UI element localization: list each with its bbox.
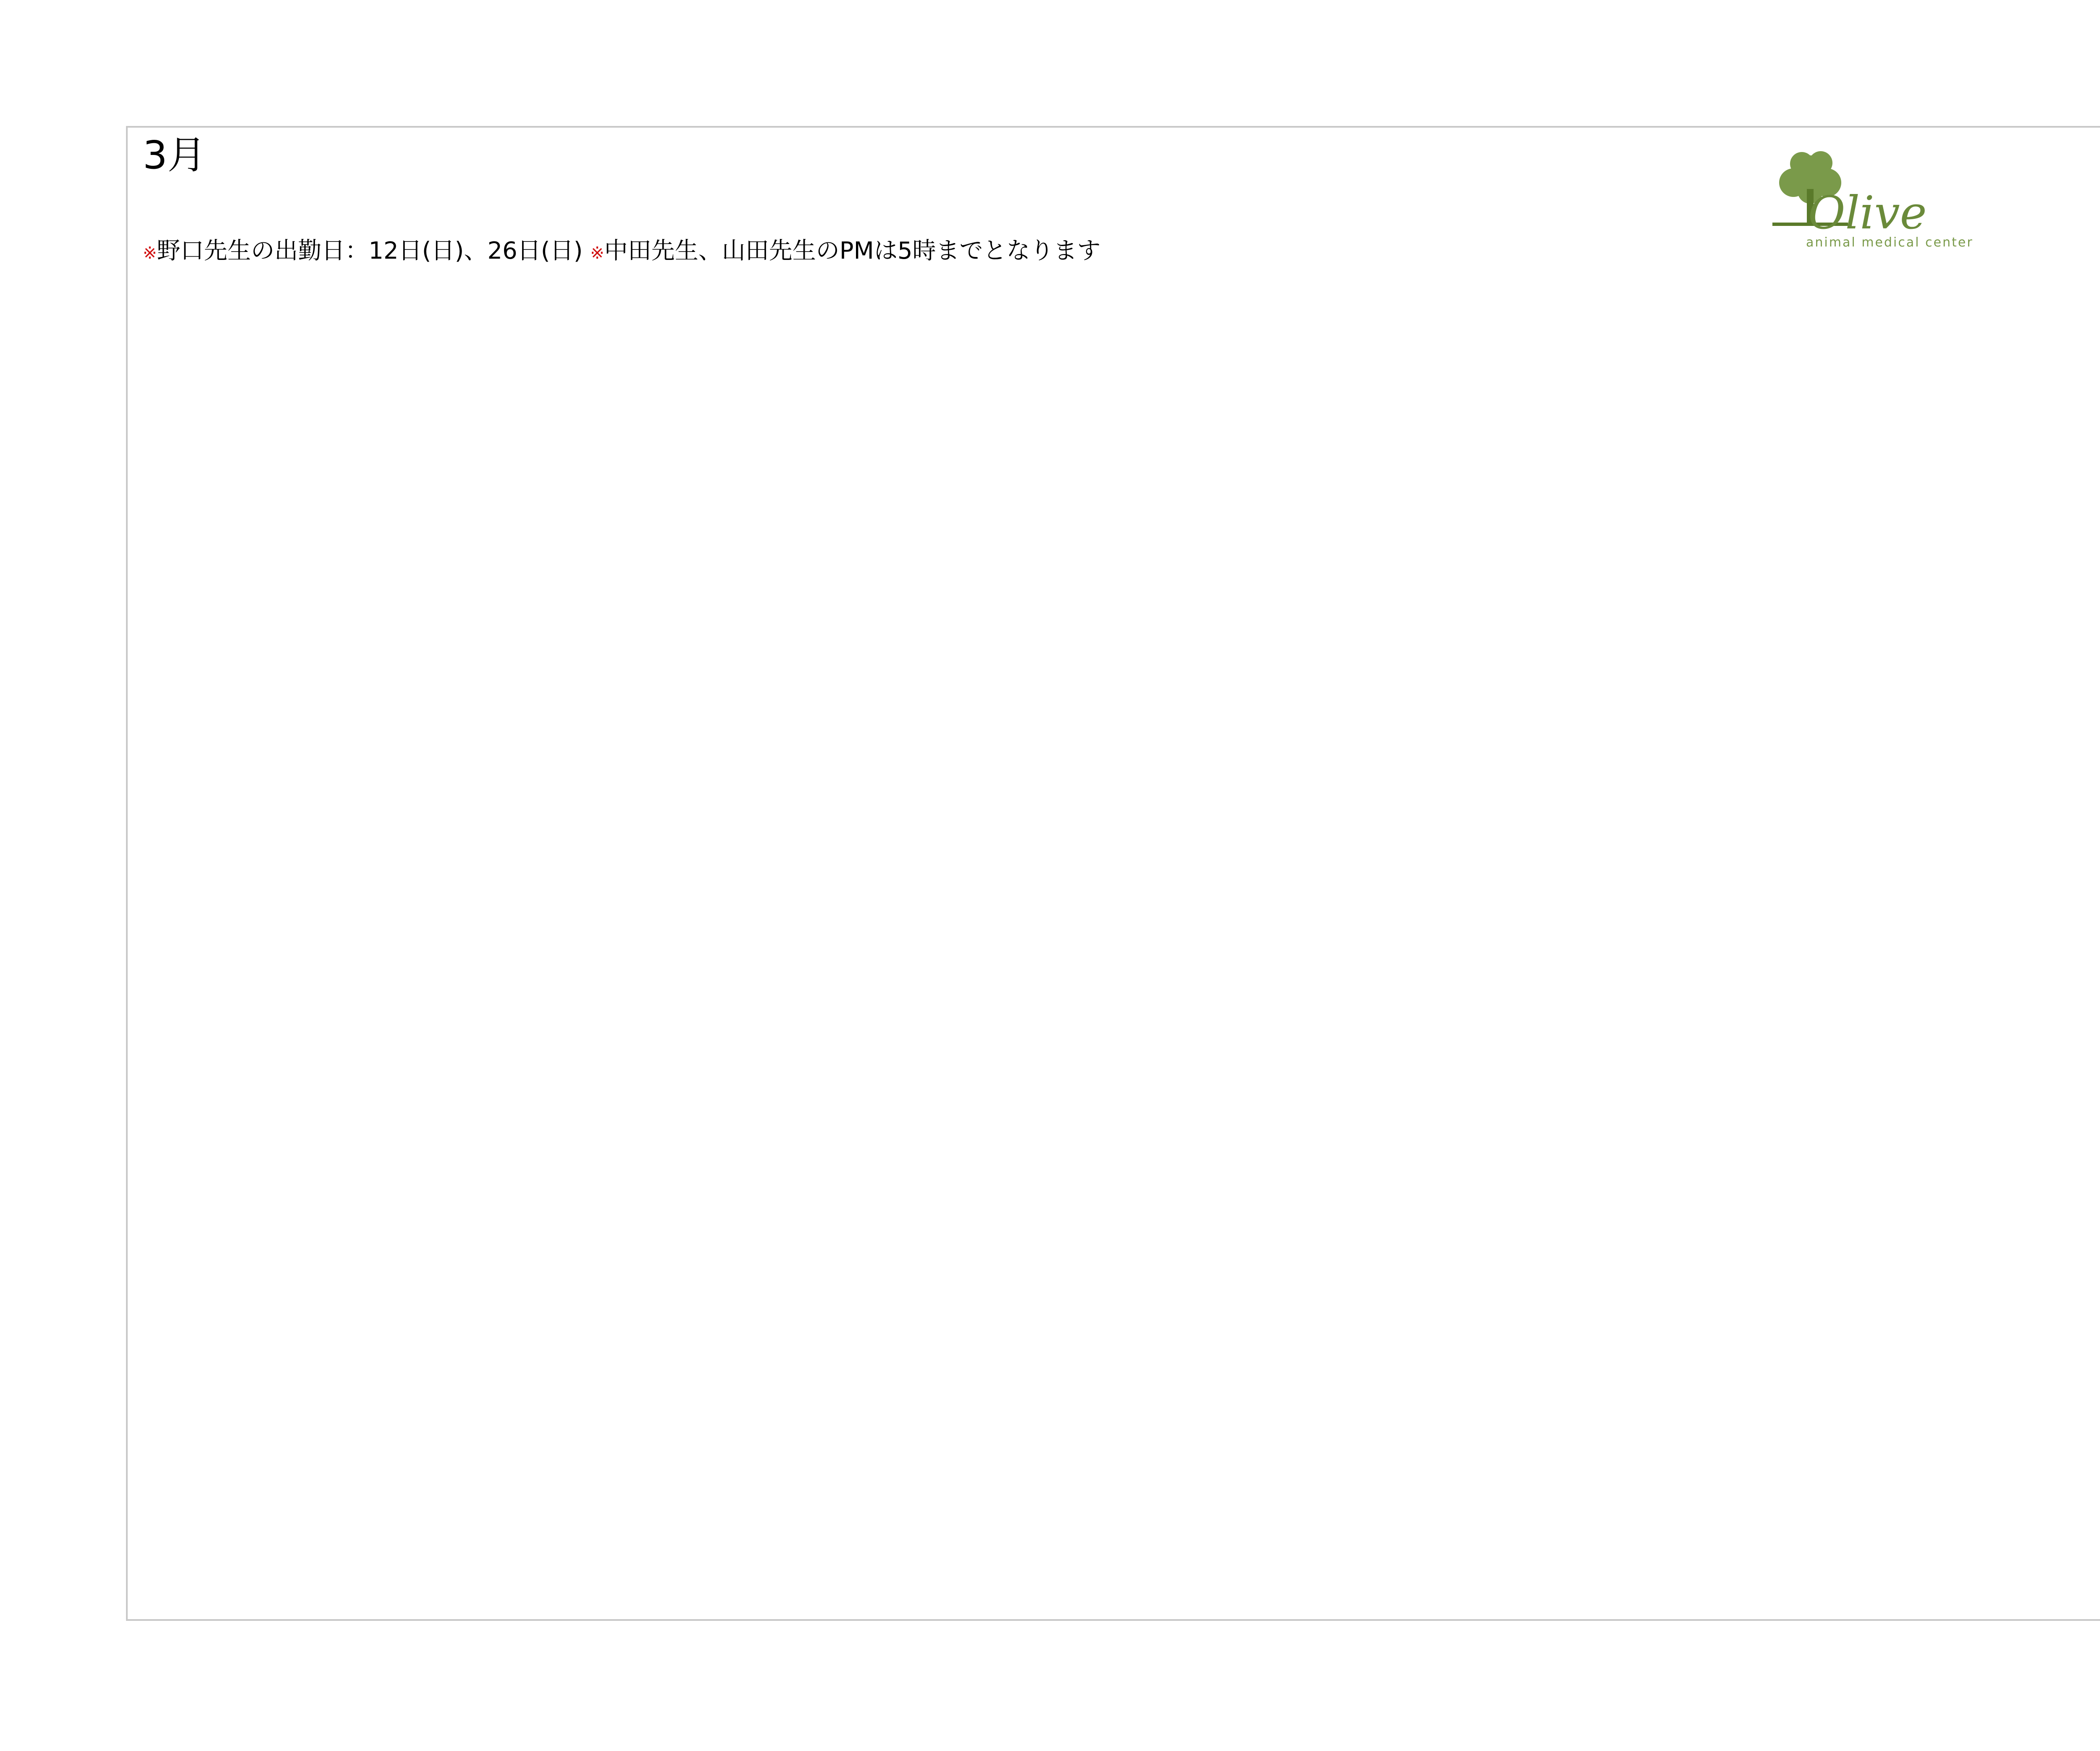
note-text-2: 中田先生、山田先生のPMは5時までとなります xyxy=(604,237,1101,265)
page-title: 3月 xyxy=(143,133,206,178)
note-mark-2: ※ xyxy=(590,244,604,263)
logo-subtitle: animal medical center xyxy=(1806,235,1974,250)
logo-wordmark: Olive xyxy=(1808,187,1927,239)
schedule-note xyxy=(143,234,1100,270)
schedule-table xyxy=(139,271,2100,1623)
note-mark: ※ xyxy=(143,244,157,263)
note-text-1: 野口先生の出勤日：12日(日)、26日(日) xyxy=(157,237,583,265)
